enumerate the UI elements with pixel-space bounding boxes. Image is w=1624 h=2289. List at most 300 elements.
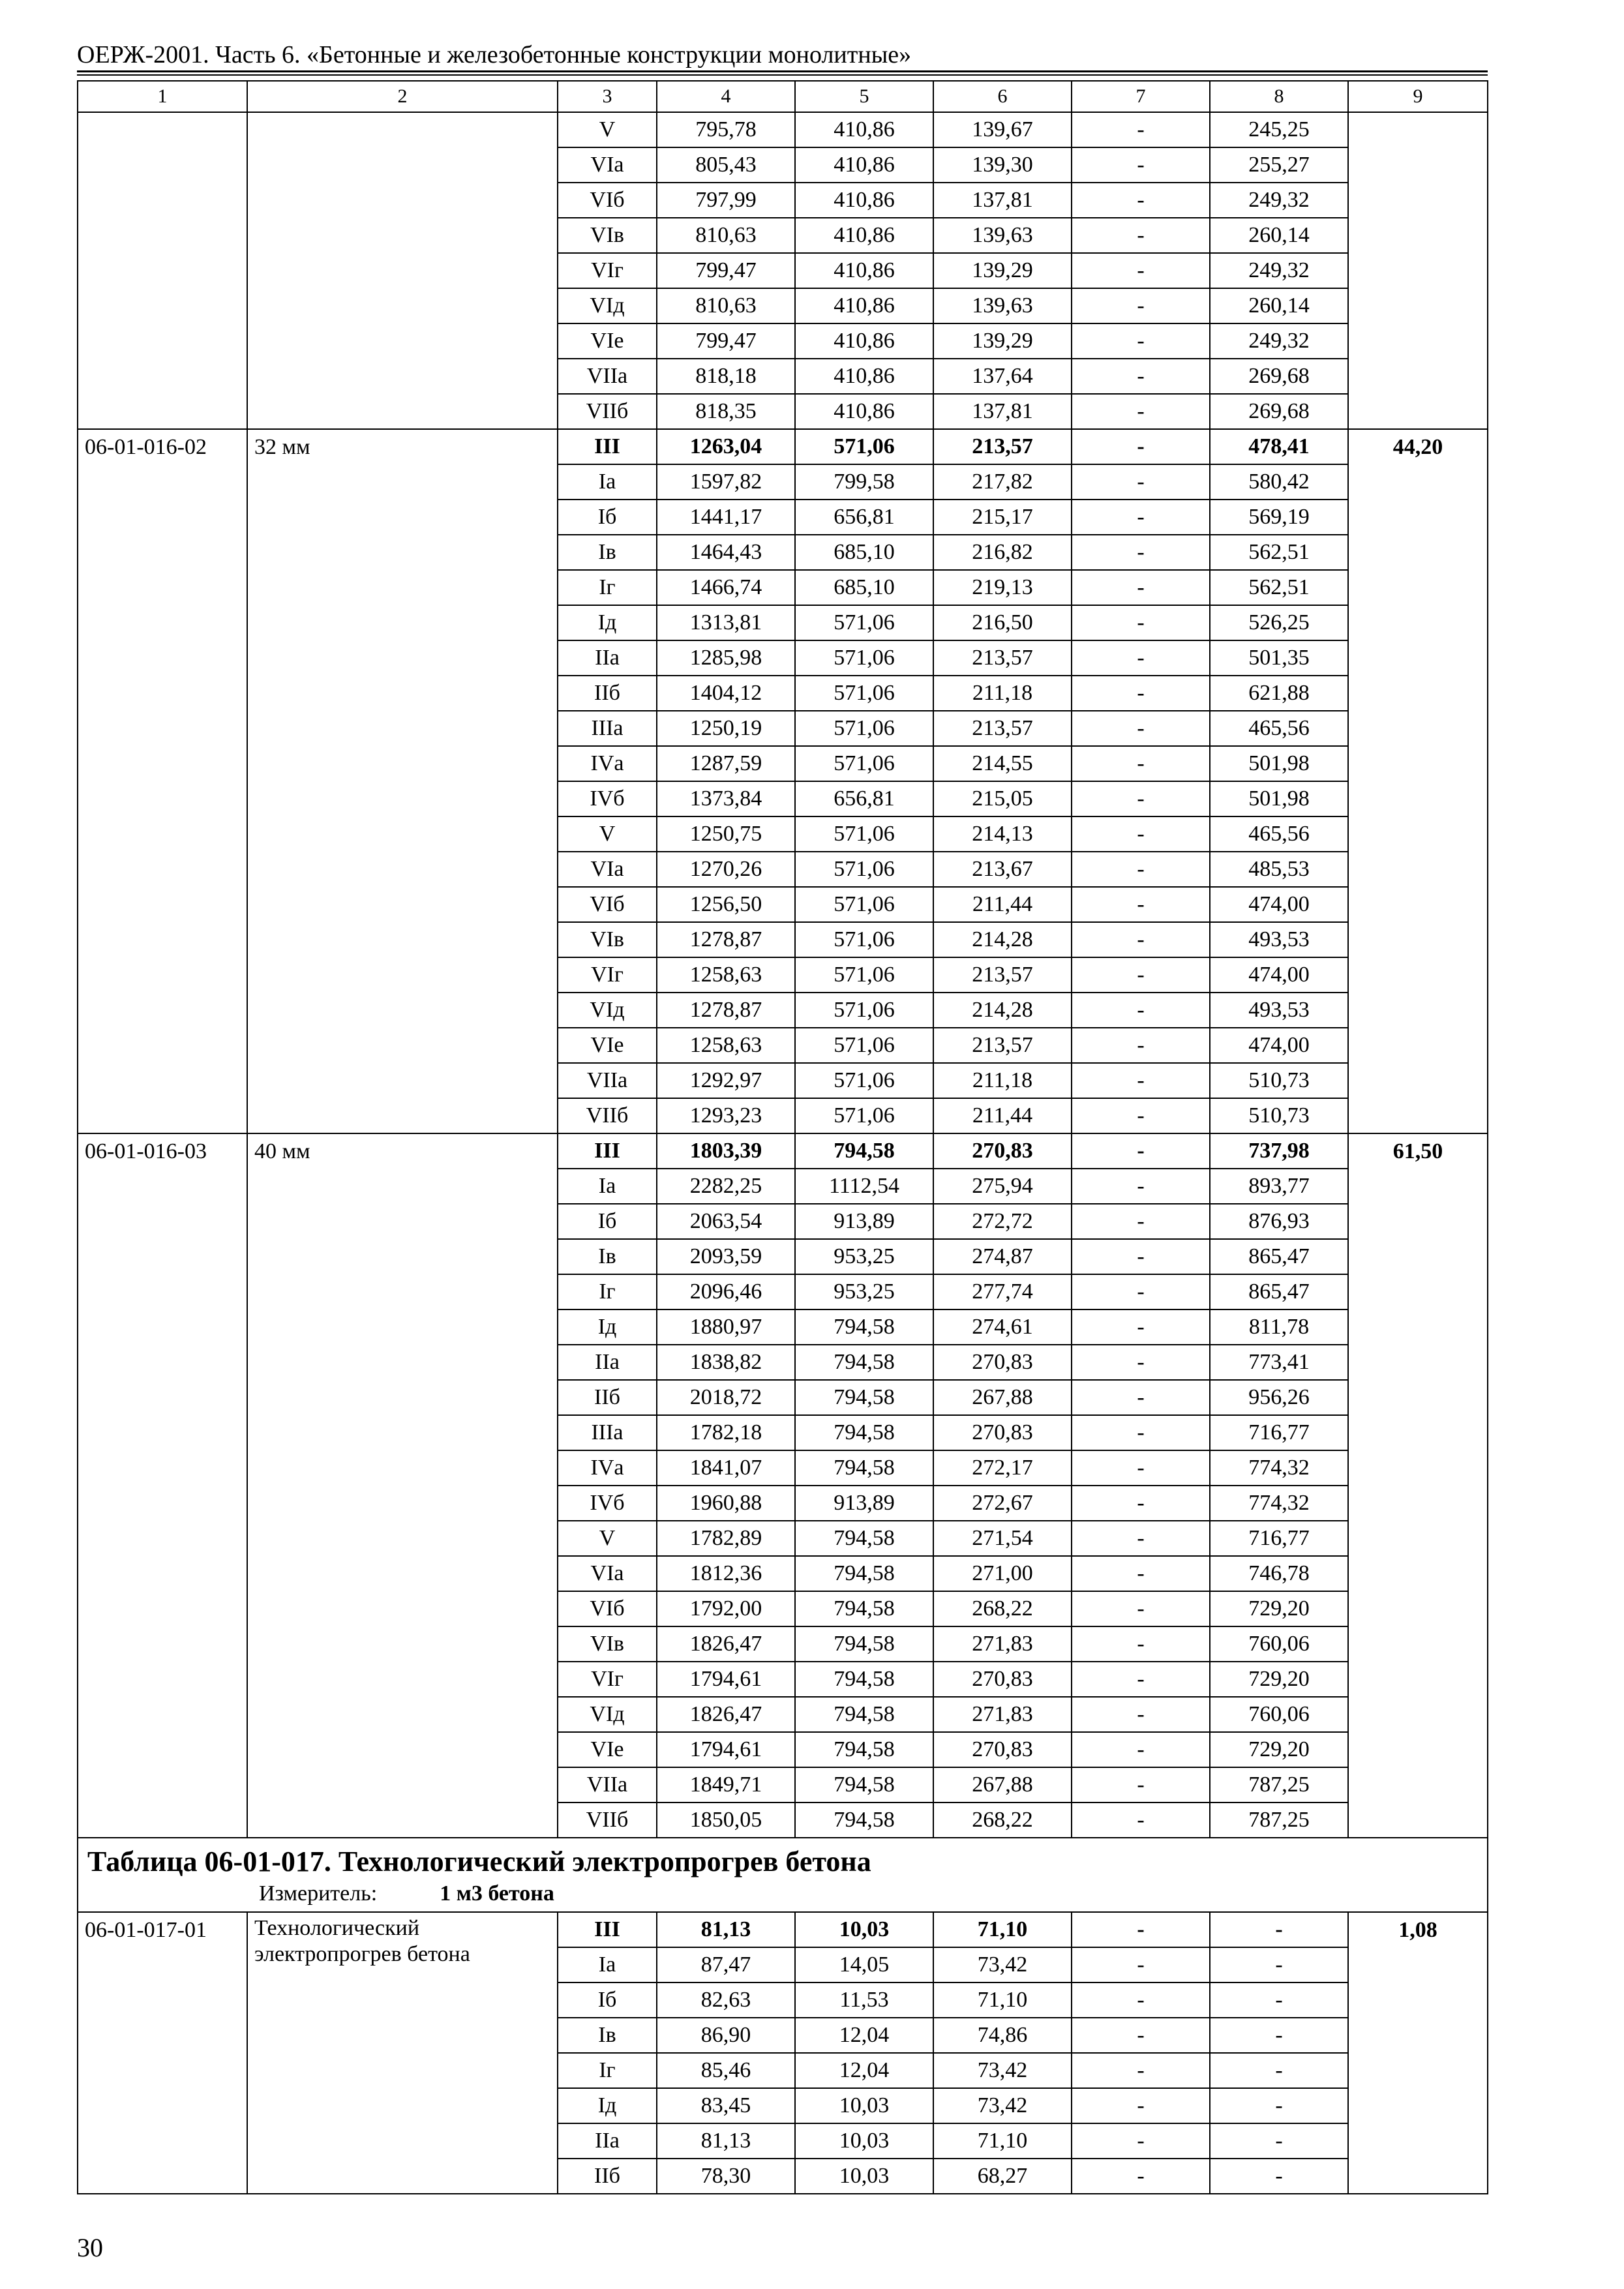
zone-cell: IVа <box>558 746 657 781</box>
value-cell: 1258,63 <box>657 1028 795 1063</box>
table-heading-row <box>78 1838 1488 1912</box>
value-cell: - <box>1072 147 1210 183</box>
value-cell: 215,05 <box>933 781 1072 816</box>
value-cell: 953,25 <box>795 1239 933 1274</box>
value-cell: 729,20 <box>1210 1732 1348 1767</box>
value-cell: 805,43 <box>657 147 795 183</box>
rate-name: 32 мм <box>247 429 558 1133</box>
value-cell: 410,86 <box>795 183 933 218</box>
value-cell: 799,58 <box>795 464 933 500</box>
value-cell: 526,25 <box>1210 605 1348 640</box>
value-cell: 1782,89 <box>657 1521 795 1556</box>
value-cell: - <box>1072 1133 1210 1169</box>
zone-cell: IIб <box>558 676 657 711</box>
value-cell: 794,58 <box>795 1380 933 1415</box>
value-cell: 277,74 <box>933 1274 1072 1309</box>
value-cell: 621,88 <box>1210 676 1348 711</box>
value-cell: 493,53 <box>1210 922 1348 957</box>
value-cell: 2093,59 <box>657 1239 795 1274</box>
value-cell: 474,00 <box>1210 1028 1348 1063</box>
rate-code <box>78 112 247 429</box>
zone-cell: VIв <box>558 218 657 253</box>
labor-cost-cell <box>1348 112 1488 429</box>
value-cell: 474,00 <box>1210 957 1348 993</box>
value-cell: 81,13 <box>657 2123 795 2159</box>
zone-cell: Iг <box>558 1274 657 1309</box>
value-cell: 571,06 <box>795 429 933 464</box>
value-cell: 268,22 <box>933 1591 1072 1626</box>
value-cell: - <box>1210 2088 1348 2123</box>
rate-code: 06-01-016-02 <box>78 429 247 1133</box>
value-cell: - <box>1072 112 1210 147</box>
value-cell: - <box>1072 1486 1210 1521</box>
value-cell: 410,86 <box>795 218 933 253</box>
value-cell: 797,99 <box>657 183 795 218</box>
value-cell: 795,78 <box>657 112 795 147</box>
value-cell: 260,14 <box>1210 218 1348 253</box>
value-cell: 216,82 <box>933 535 1072 570</box>
value-cell: 1263,04 <box>657 429 795 464</box>
value-cell: 794,58 <box>795 1415 933 1450</box>
rate-name <box>247 112 558 429</box>
value-cell: 274,87 <box>933 1239 1072 1274</box>
table-row <box>78 1133 1488 1169</box>
value-cell: 774,32 <box>1210 1450 1348 1486</box>
value-cell: 215,17 <box>933 500 1072 535</box>
value-cell: 501,35 <box>1210 640 1348 676</box>
zone-cell: VIа <box>558 852 657 887</box>
table-row <box>78 112 1488 147</box>
value-cell: 139,63 <box>933 218 1072 253</box>
value-cell: 794,58 <box>795 1697 933 1732</box>
zone-cell: VIв <box>558 1626 657 1662</box>
measure-line <box>87 1879 1478 1911</box>
value-cell: 1293,23 <box>657 1098 795 1133</box>
value-cell: 876,93 <box>1210 1204 1348 1239</box>
value-cell: 78,30 <box>657 2159 795 2194</box>
page-number: 30 <box>77 2233 103 2262</box>
value-cell: 410,86 <box>795 359 933 394</box>
zone-cell: IIа <box>558 640 657 676</box>
value-cell: 12,04 <box>795 2018 933 2053</box>
value-cell: - <box>1072 1028 1210 1063</box>
value-cell: 478,41 <box>1210 429 1348 464</box>
value-cell: 1841,07 <box>657 1450 795 1486</box>
value-cell: - <box>1072 1697 1210 1732</box>
value-cell: 1850,05 <box>657 1803 795 1838</box>
value-cell: - <box>1072 816 1210 852</box>
value-cell: 913,89 <box>795 1204 933 1239</box>
value-cell: 1812,36 <box>657 1556 795 1591</box>
value-cell: - <box>1072 464 1210 500</box>
value-cell: - <box>1072 394 1210 429</box>
value-cell: 810,63 <box>657 218 795 253</box>
value-cell: 137,81 <box>933 394 1072 429</box>
value-cell: - <box>1210 1982 1348 2018</box>
value-cell: - <box>1072 1732 1210 1767</box>
value-cell: - <box>1072 1063 1210 1098</box>
column-number: 9 <box>1348 81 1488 112</box>
value-cell: 83,45 <box>657 2088 795 2123</box>
value-cell: 485,53 <box>1210 852 1348 887</box>
zone-cell: V <box>558 816 657 852</box>
value-cell: 501,98 <box>1210 781 1348 816</box>
value-cell: - <box>1072 323 1210 359</box>
value-cell: 956,26 <box>1210 1380 1348 1415</box>
value-cell: 275,94 <box>933 1169 1072 1204</box>
value-cell: 571,06 <box>795 746 933 781</box>
value-cell: 270,83 <box>933 1133 1072 1169</box>
value-cell: 216,50 <box>933 605 1072 640</box>
value-cell: 818,18 <box>657 359 795 394</box>
value-cell: 571,06 <box>795 711 933 746</box>
value-cell: 71,10 <box>933 1912 1072 1947</box>
value-cell: 794,58 <box>795 1626 933 1662</box>
value-cell: 73,42 <box>933 1947 1072 1982</box>
value-cell: 213,57 <box>933 640 1072 676</box>
value-cell: 811,78 <box>1210 1309 1348 1345</box>
value-cell: 571,06 <box>795 1028 933 1063</box>
column-number: 6 <box>933 81 1072 112</box>
value-cell: 760,06 <box>1210 1697 1348 1732</box>
value-cell: - <box>1072 1415 1210 1450</box>
zone-cell: Iб <box>558 1204 657 1239</box>
value-cell: 1313,81 <box>657 605 795 640</box>
zone-cell: VIд <box>558 993 657 1028</box>
value-cell: 272,67 <box>933 1486 1072 1521</box>
zone-cell: Iа <box>558 1169 657 1204</box>
value-cell: 87,47 <box>657 1947 795 1982</box>
value-cell: 270,83 <box>933 1345 1072 1380</box>
value-cell: 1258,63 <box>657 957 795 993</box>
value-cell: 211,44 <box>933 887 1072 922</box>
labor-cost-cell: 44,20 <box>1348 429 1488 1133</box>
value-cell: 493,53 <box>1210 993 1348 1028</box>
value-cell: - <box>1072 1662 1210 1697</box>
value-cell: 139,29 <box>933 323 1072 359</box>
value-cell: 2282,25 <box>657 1169 795 1204</box>
value-cell: 10,03 <box>795 1912 933 1947</box>
zone-cell: VIа <box>558 147 657 183</box>
value-cell: - <box>1210 2018 1348 2053</box>
value-cell: 271,83 <box>933 1697 1072 1732</box>
value-cell: - <box>1072 1450 1210 1486</box>
value-cell: - <box>1072 1169 1210 1204</box>
value-cell: - <box>1072 535 1210 570</box>
value-cell: 137,81 <box>933 183 1072 218</box>
value-cell: 260,14 <box>1210 288 1348 323</box>
zone-cell: VIIб <box>558 1098 657 1133</box>
value-cell: 685,10 <box>795 570 933 605</box>
value-cell: 794,58 <box>795 1767 933 1803</box>
value-cell: 787,25 <box>1210 1767 1348 1803</box>
value-cell: 562,51 <box>1210 535 1348 570</box>
value-cell: - <box>1072 359 1210 394</box>
value-cell: - <box>1072 1274 1210 1309</box>
value-cell: 865,47 <box>1210 1274 1348 1309</box>
table-heading <box>78 1838 1488 1912</box>
value-cell: 1826,47 <box>657 1697 795 1732</box>
value-cell: 1849,71 <box>657 1767 795 1803</box>
value-cell: 267,88 <box>933 1767 1072 1803</box>
value-cell: - <box>1072 2053 1210 2088</box>
value-cell: - <box>1210 1912 1348 1947</box>
value-cell: 571,06 <box>795 957 933 993</box>
value-cell: 10,03 <box>795 2159 933 2194</box>
value-cell: 1292,97 <box>657 1063 795 1098</box>
value-cell: 794,58 <box>795 1803 933 1838</box>
value-cell: - <box>1072 2018 1210 2053</box>
value-cell: - <box>1072 640 1210 676</box>
value-cell: 11,53 <box>795 1982 933 2018</box>
value-cell: 211,18 <box>933 1063 1072 1098</box>
zone-cell: VIе <box>558 1028 657 1063</box>
value-cell: 1782,18 <box>657 1415 795 1450</box>
value-cell: 139,29 <box>933 253 1072 288</box>
value-cell: 271,54 <box>933 1521 1072 1556</box>
value-cell: 794,58 <box>795 1662 933 1697</box>
value-cell: 799,47 <box>657 253 795 288</box>
value-cell: 213,57 <box>933 429 1072 464</box>
zone-cell: V <box>558 112 657 147</box>
value-cell: 1287,59 <box>657 746 795 781</box>
zone-cell: IIа <box>558 2123 657 2159</box>
zone-cell: Iб <box>558 500 657 535</box>
value-cell: 1112,54 <box>795 1169 933 1204</box>
zone-cell: Iг <box>558 2053 657 2088</box>
value-cell: 410,86 <box>795 253 933 288</box>
value-cell: - <box>1072 1556 1210 1591</box>
value-cell: 510,73 <box>1210 1098 1348 1133</box>
value-cell: 274,61 <box>933 1309 1072 1345</box>
value-cell: 85,46 <box>657 2053 795 2088</box>
value-cell: 272,17 <box>933 1450 1072 1486</box>
value-cell: 729,20 <box>1210 1591 1348 1626</box>
value-cell: - <box>1072 1591 1210 1626</box>
value-cell: - <box>1072 852 1210 887</box>
value-cell: 571,06 <box>795 605 933 640</box>
value-cell: - <box>1072 500 1210 535</box>
value-cell: 219,13 <box>933 570 1072 605</box>
value-cell: - <box>1072 922 1210 957</box>
value-cell: - <box>1072 429 1210 464</box>
zone-cell: VIд <box>558 288 657 323</box>
value-cell: - <box>1072 253 1210 288</box>
zone-cell: V <box>558 1521 657 1556</box>
value-cell: 410,86 <box>795 394 933 429</box>
value-cell: 139,67 <box>933 112 1072 147</box>
value-cell: 794,58 <box>795 1591 933 1626</box>
document-header: ОЕРЖ-2001. Часть 6. «Бетонные и железобетонные конструкции монолитные» <box>77 41 912 68</box>
value-cell: 571,06 <box>795 887 933 922</box>
value-cell: - <box>1210 2159 1348 2194</box>
rate-code: 06-01-016-03 <box>78 1133 247 1838</box>
column-number-row <box>78 81 1488 112</box>
value-cell: 10,03 <box>795 2088 933 2123</box>
value-cell: - <box>1072 1521 1210 1556</box>
zone-cell: IVа <box>558 1450 657 1486</box>
value-cell: 14,05 <box>795 1947 933 1982</box>
value-cell: 465,56 <box>1210 816 1348 852</box>
value-cell: 410,86 <box>795 323 933 359</box>
value-cell: 71,10 <box>933 1982 1072 2018</box>
header-rule <box>77 70 1488 72</box>
price-table <box>77 80 1488 2194</box>
column-number: 1 <box>78 81 247 112</box>
value-cell: 794,58 <box>795 1732 933 1767</box>
zone-cell: VIг <box>558 957 657 993</box>
value-cell: 1803,39 <box>657 1133 795 1169</box>
labor-cost-cell: 61,50 <box>1348 1133 1488 1838</box>
value-cell: 1794,61 <box>657 1732 795 1767</box>
value-cell: 571,06 <box>795 640 933 676</box>
value-cell: - <box>1072 1982 1210 2018</box>
value-cell: 1597,82 <box>657 464 795 500</box>
value-cell: - <box>1072 1912 1210 1947</box>
zone-cell: VIб <box>558 887 657 922</box>
table-title: Таблица 06-01-017. Технологический электропрогрев бетона <box>87 1846 871 1878</box>
zone-cell: VIа <box>558 1556 657 1591</box>
value-cell: 211,18 <box>933 676 1072 711</box>
value-cell: 716,77 <box>1210 1415 1348 1450</box>
value-cell: 73,42 <box>933 2088 1072 2123</box>
value-cell: - <box>1072 218 1210 253</box>
measure-unit: 1 м3 бетона <box>440 1881 554 1906</box>
value-cell: - <box>1072 2123 1210 2159</box>
value-cell: 81,13 <box>657 1912 795 1947</box>
value-cell: 410,86 <box>795 147 933 183</box>
value-cell: 269,68 <box>1210 394 1348 429</box>
value-cell: 249,32 <box>1210 183 1348 218</box>
value-cell: - <box>1072 1309 1210 1345</box>
value-cell: 1960,88 <box>657 1486 795 1521</box>
value-cell: 1826,47 <box>657 1626 795 1662</box>
value-cell: 474,00 <box>1210 887 1348 922</box>
value-cell: 501,98 <box>1210 746 1348 781</box>
value-cell: 73,42 <box>933 2053 1072 2088</box>
value-cell: 562,51 <box>1210 570 1348 605</box>
value-cell: 571,06 <box>795 1098 933 1133</box>
value-cell: 913,89 <box>795 1486 933 1521</box>
zone-cell: VIIб <box>558 1803 657 1838</box>
zone-cell: VIIа <box>558 359 657 394</box>
value-cell: 794,58 <box>795 1521 933 1556</box>
value-cell: 2018,72 <box>657 1380 795 1415</box>
value-cell: 656,81 <box>795 500 933 535</box>
value-cell: 410,86 <box>795 112 933 147</box>
value-cell: - <box>1072 993 1210 1028</box>
value-cell: 270,83 <box>933 1415 1072 1450</box>
zone-cell: III <box>558 429 657 464</box>
value-cell: 794,58 <box>795 1556 933 1591</box>
value-cell: 580,42 <box>1210 464 1348 500</box>
value-cell: 818,35 <box>657 394 795 429</box>
value-cell: - <box>1072 1767 1210 1803</box>
value-cell: 1278,87 <box>657 922 795 957</box>
value-cell: 1792,00 <box>657 1591 795 1626</box>
zone-cell: VIд <box>558 1697 657 1732</box>
zone-cell: IIб <box>558 1380 657 1415</box>
value-cell: 1880,97 <box>657 1309 795 1345</box>
zone-cell: Iд <box>558 2088 657 2123</box>
value-cell: 270,83 <box>933 1732 1072 1767</box>
value-cell: - <box>1072 1380 1210 1415</box>
value-cell: 737,98 <box>1210 1133 1348 1169</box>
zone-cell: VIв <box>558 922 657 957</box>
value-cell: 774,32 <box>1210 1486 1348 1521</box>
zone-cell: VIIа <box>558 1767 657 1803</box>
value-cell: 10,03 <box>795 2123 933 2159</box>
value-cell: 71,10 <box>933 2123 1072 2159</box>
value-cell: - <box>1072 1098 1210 1133</box>
value-cell: - <box>1072 1239 1210 1274</box>
value-cell: 794,58 <box>795 1133 933 1169</box>
value-cell: 953,25 <box>795 1274 933 1309</box>
value-cell: 716,77 <box>1210 1521 1348 1556</box>
zone-cell: IVб <box>558 1486 657 1521</box>
rate-name: 40 мм <box>247 1133 558 1838</box>
value-cell: 268,22 <box>933 1803 1072 1838</box>
value-cell: 137,64 <box>933 359 1072 394</box>
value-cell: - <box>1072 887 1210 922</box>
zone-cell: VIIа <box>558 1063 657 1098</box>
value-cell: 729,20 <box>1210 1662 1348 1697</box>
column-number: 8 <box>1210 81 1348 112</box>
value-cell: 255,27 <box>1210 147 1348 183</box>
value-cell: - <box>1072 957 1210 993</box>
zone-cell: Iв <box>558 1239 657 1274</box>
value-cell: - <box>1072 2159 1210 2194</box>
zone-cell: III <box>558 1133 657 1169</box>
value-cell: 213,57 <box>933 1028 1072 1063</box>
value-cell: 656,81 <box>795 781 933 816</box>
value-cell: - <box>1210 1947 1348 1982</box>
value-cell: 211,44 <box>933 1098 1072 1133</box>
value-cell: - <box>1072 1947 1210 1982</box>
value-cell: 86,90 <box>657 2018 795 2053</box>
column-number: 5 <box>795 81 933 112</box>
value-cell: 794,58 <box>795 1450 933 1486</box>
value-cell: - <box>1210 2053 1348 2088</box>
value-cell: 82,63 <box>657 1982 795 2018</box>
value-cell: 1464,43 <box>657 535 795 570</box>
value-cell: 267,88 <box>933 1380 1072 1415</box>
value-cell: 74,86 <box>933 2018 1072 2053</box>
value-cell: 685,10 <box>795 535 933 570</box>
value-cell: - <box>1072 2088 1210 2123</box>
value-cell: 1250,19 <box>657 711 795 746</box>
value-cell: 410,86 <box>795 288 933 323</box>
value-cell: 1250,75 <box>657 816 795 852</box>
zone-cell: Iд <box>558 605 657 640</box>
zone-cell: VIг <box>558 1662 657 1697</box>
value-cell: 139,63 <box>933 288 1072 323</box>
table-row <box>78 429 1488 464</box>
zone-cell: VIе <box>558 323 657 359</box>
value-cell: 2096,46 <box>657 1274 795 1309</box>
value-cell: 760,06 <box>1210 1626 1348 1662</box>
value-cell: 213,67 <box>933 852 1072 887</box>
zone-cell: IIIа <box>558 1415 657 1450</box>
value-cell: 799,47 <box>657 323 795 359</box>
value-cell: 1270,26 <box>657 852 795 887</box>
header-rule-thin <box>77 74 1488 76</box>
value-cell: - <box>1072 183 1210 218</box>
value-cell: 571,06 <box>795 1063 933 1098</box>
value-cell: 1256,50 <box>657 887 795 922</box>
zone-cell: VIб <box>558 183 657 218</box>
value-cell: 1466,74 <box>657 570 795 605</box>
